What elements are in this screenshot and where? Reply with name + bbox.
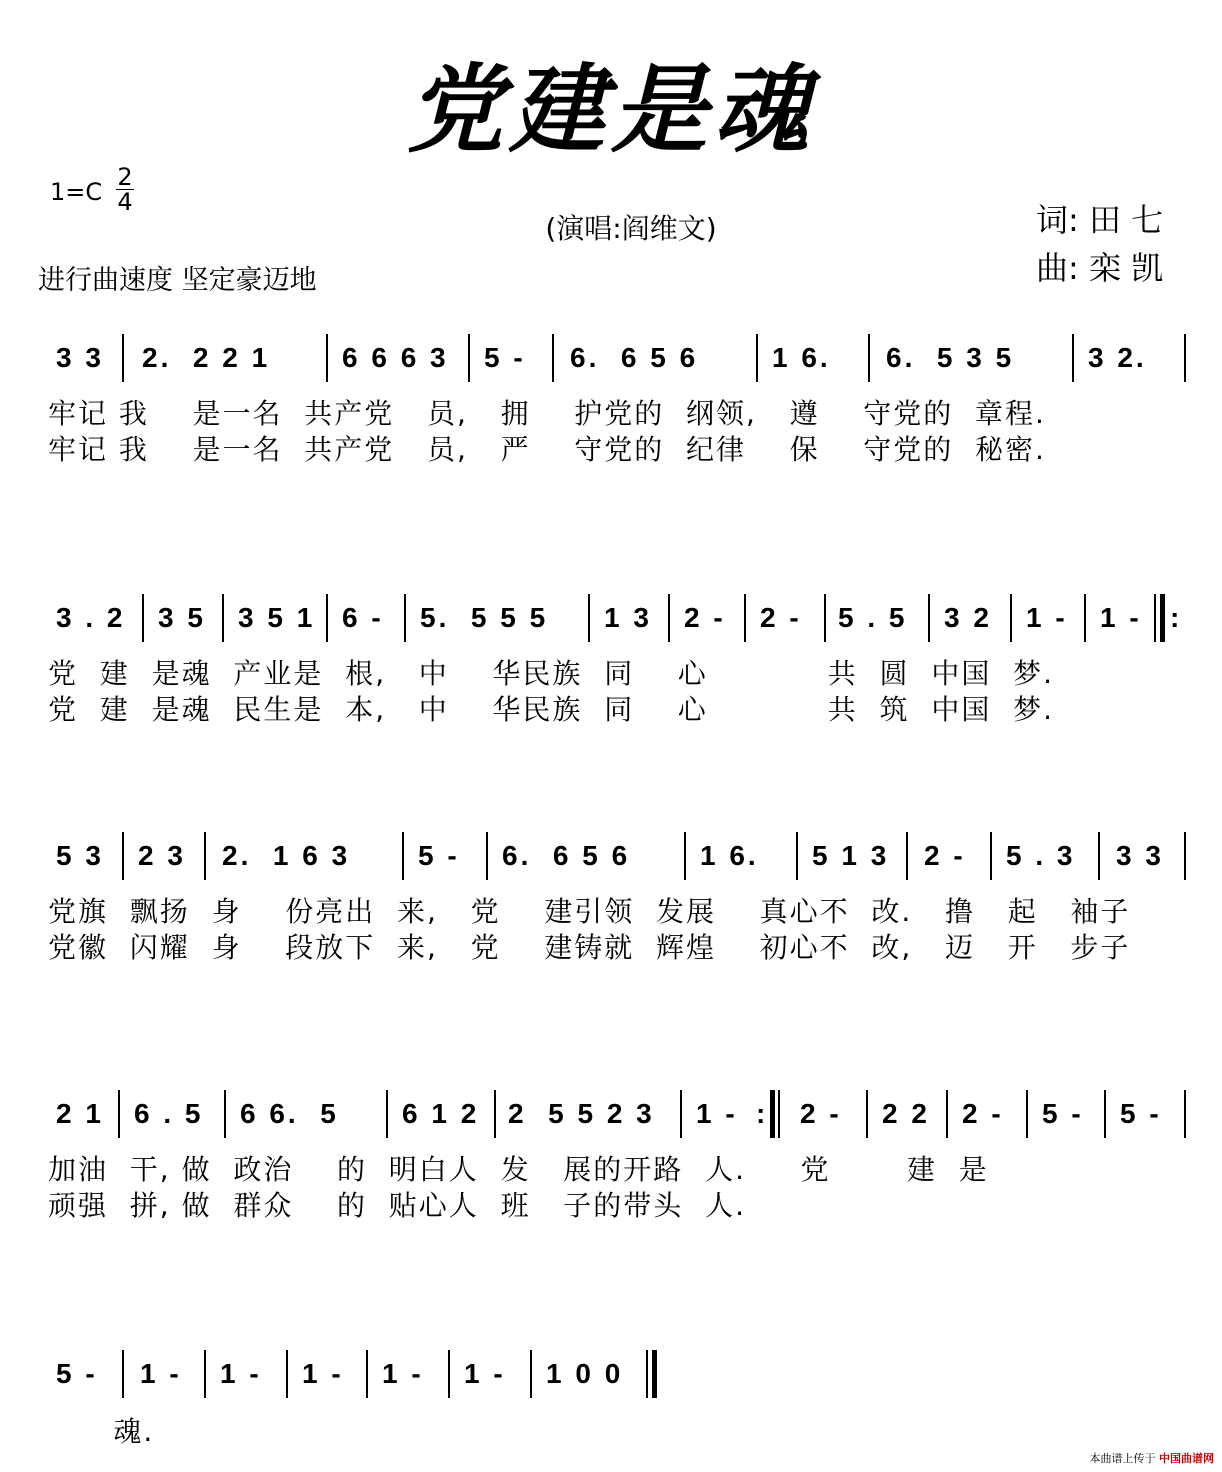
barline: [906, 832, 908, 880]
barline: [222, 594, 224, 642]
measure: 2. 2 2 1: [142, 342, 271, 373]
repeat-dots: :: [756, 1098, 769, 1129]
repeat-barline: [770, 1090, 775, 1138]
measure: 5 . 3: [1006, 840, 1076, 871]
measure: 5 . 5: [838, 602, 908, 633]
barline: [122, 832, 124, 880]
lyrics-verse-2: 顽强 拼, 做 群众 的 贴心人 班 子的带头 人.: [48, 1189, 747, 1222]
notation-row: [0, 1090, 1222, 1138]
barline: [404, 594, 406, 642]
measure: 6 1 2: [402, 1098, 480, 1129]
barline: [468, 334, 470, 382]
measure: 1 -: [140, 1358, 182, 1389]
barline: [1104, 1090, 1106, 1138]
measure: 2 -: [800, 1098, 842, 1129]
barline: [1184, 832, 1186, 880]
barline: [868, 334, 870, 382]
time-signature-top: 2: [117, 163, 133, 191]
measure: 1 -: [220, 1358, 262, 1389]
measure: 2 -: [924, 840, 966, 871]
footer-text: 本曲谱上传于: [1089, 1452, 1156, 1465]
barline: [448, 1350, 450, 1398]
measure: 6. 6 5 6: [570, 342, 699, 373]
barline: [386, 1090, 388, 1138]
measure: 6 . 5: [134, 1098, 204, 1129]
measure: 3 3: [56, 342, 104, 373]
barline: [1010, 594, 1012, 642]
measure: 1 -: [696, 1098, 738, 1129]
barline: [530, 1350, 532, 1398]
lyrics-verse-2: 党 建 是魂 民生是 本, 中 华民族 同 心 共 筑 中国 梦.: [48, 693, 1055, 726]
lyrics-verse-1: 党 建 是魂 产业是 根, 中 华民族 同 心 共 圆 中国 梦.: [48, 657, 1055, 690]
barline: [680, 1090, 682, 1138]
measure: 1 3: [604, 602, 652, 633]
lyrics-verse-1: 牢记 我 是一名 共产党 员, 拥 护党的 纲领, 遵 守党的 章程.: [48, 397, 1046, 430]
barline: [796, 832, 798, 880]
barline: [866, 1090, 868, 1138]
barline: [204, 832, 206, 880]
barline: [1084, 594, 1086, 642]
barline: [1184, 1090, 1186, 1138]
lyrics-verse-2: 牢记 我 是一名 共产党 员, 严 守党的 纪律 保 守党的 秘密.: [48, 433, 1046, 466]
barline: [552, 334, 554, 382]
repeat-dots: :: [1170, 602, 1183, 633]
barline: [366, 1350, 368, 1398]
barline: [494, 1090, 496, 1138]
measure: 5 1 3: [812, 840, 890, 871]
measure: 1 -: [302, 1358, 344, 1389]
measure: 1 -: [464, 1358, 506, 1389]
measure: 1 -: [1100, 602, 1142, 633]
time-signature-bottom: 4: [117, 188, 133, 216]
measure: 1 6.: [700, 840, 759, 871]
measure: 1 -: [1026, 602, 1068, 633]
barline: [122, 1350, 124, 1398]
footer: [1090, 1450, 1215, 1466]
barline: [990, 832, 992, 880]
notation-row: [0, 334, 1222, 382]
barline: [204, 1350, 206, 1398]
notation-row: [0, 594, 1222, 642]
barline: [756, 334, 758, 382]
final-barline: [652, 1350, 657, 1398]
composer-credit: 曲: 栾 凯: [1036, 249, 1164, 287]
barline: [142, 594, 144, 642]
lyricist-credit: 词: 田 七: [1036, 201, 1164, 239]
measure: 2 5 5 2 3: [508, 1098, 655, 1129]
notation-row: [0, 832, 1222, 880]
barline: [646, 1350, 648, 1398]
measure: 3 2: [944, 602, 992, 633]
measure: 6 6 6 3: [342, 342, 449, 373]
barline: [684, 832, 686, 880]
barline: [1154, 594, 1156, 642]
barline: [946, 1090, 948, 1138]
barline: [402, 832, 404, 880]
barline: [1072, 334, 1074, 382]
measure: 2 -: [684, 602, 726, 633]
barline: [326, 594, 328, 642]
measure: 2 -: [760, 602, 802, 633]
measure: 3 5 1: [238, 602, 316, 633]
lyrics-verse-1: 魂.: [48, 1415, 155, 1448]
tempo-marking: 进行曲速度 坚定豪迈地: [38, 265, 317, 296]
measure: 1 -: [382, 1358, 424, 1389]
barline: [326, 334, 328, 382]
measure: 2 1: [56, 1098, 104, 1129]
measure: 3 . 2: [56, 602, 126, 633]
barline: [286, 1350, 288, 1398]
measure: 3 2.: [1088, 342, 1147, 373]
barline: [118, 1090, 120, 1138]
key-signature: 1=C: [50, 178, 103, 206]
measure: 5 -: [484, 342, 526, 373]
measure: 2 2: [882, 1098, 930, 1129]
measure: 6 -: [342, 602, 384, 633]
measure: 5 -: [1042, 1098, 1084, 1129]
barline: [928, 594, 930, 642]
measure: 5 -: [56, 1358, 98, 1389]
measure: 6. 6 5 6: [502, 840, 631, 871]
barline: [1026, 1090, 1028, 1138]
barline: [224, 1090, 226, 1138]
measure: 5 3: [56, 840, 104, 871]
measure: 6. 5 3 5: [886, 342, 1015, 373]
barline: [824, 594, 826, 642]
site-brand: 中国曲谱网: [1159, 1452, 1214, 1465]
barline: [588, 594, 590, 642]
measure: 1 0 0: [546, 1358, 624, 1389]
measure: 2. 1 6 3: [222, 840, 351, 871]
lyrics-verse-1: 党旗 飘扬 身 份亮出 来, 党 建引领 发展 真心不 改. 撸 起 袖子: [48, 895, 1131, 928]
measure: 2 3: [138, 840, 186, 871]
measure: 3 3: [1116, 840, 1164, 871]
measure: 2 -: [962, 1098, 1004, 1129]
lyrics-verse-2: 党徽 闪耀 身 段放下 来, 党 建铸就 辉煌 初心不 改, 迈 开 步子: [48, 931, 1131, 964]
measure: 5. 5 5 5: [420, 602, 549, 633]
lyrics-verse-1: 加油 干, 做 政治 的 明白人 发 展的开路 人. 党 建 是: [48, 1153, 989, 1186]
song-title: 党建是魂: [407, 53, 815, 166]
measure: 5 -: [418, 840, 460, 871]
repeat-barline: [1160, 594, 1165, 642]
singer-credit: (演唱:阎维文): [545, 212, 717, 245]
barline: [122, 334, 124, 382]
measure: 1 6.: [772, 342, 831, 373]
barline: [668, 594, 670, 642]
measure: 3 5: [158, 602, 206, 633]
measure: 5 -: [1120, 1098, 1162, 1129]
barline: [744, 594, 746, 642]
measure: 6 6. 5: [240, 1098, 339, 1129]
barline: [778, 1090, 780, 1138]
barline: [1184, 334, 1186, 382]
barline: [1098, 832, 1100, 880]
notation-row: [0, 1350, 1222, 1398]
barline: [486, 832, 488, 880]
